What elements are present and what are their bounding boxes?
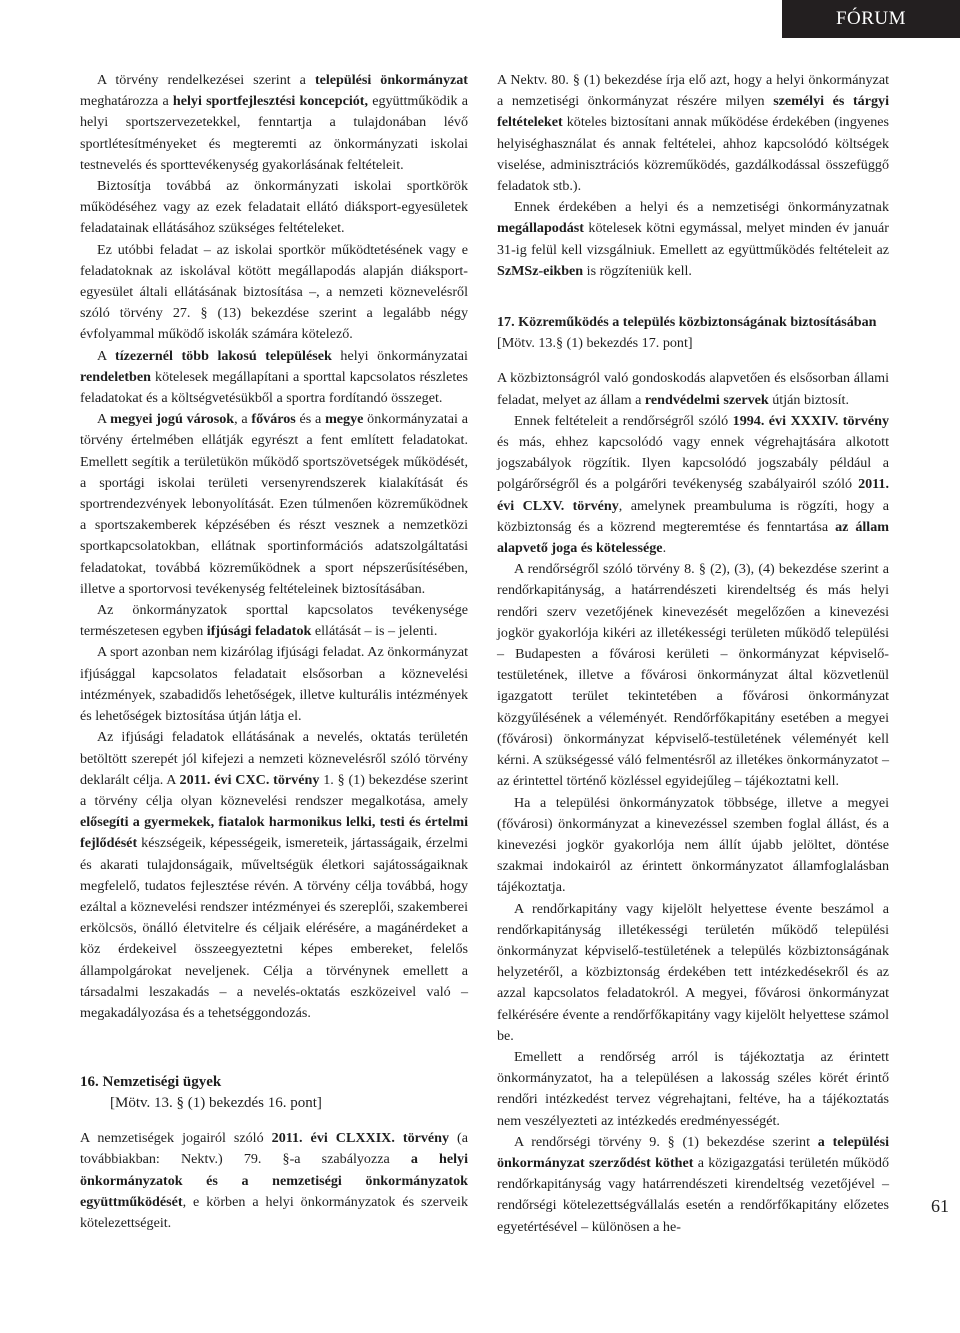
text: helyi önkormányzatai	[331, 347, 468, 364]
paragraph	[497, 899, 889, 1047]
paragraph	[80, 346, 468, 410]
bold-text: megye	[325, 411, 364, 428]
paragraph	[80, 176, 468, 240]
text: A rendőrkapitány vagy kijelölt helyettese évente beszámol a rendőrkapitányság illetékességi területén működő települési önkormányzat képviselő-testületének a település közbiztonságának helyzetéről, a közbiztonság érdekében tett intézkedésekről és az azzal kapcsolatos feladatokról. A megyei, fővárosi önkormányzat felkérésére évente a rendőrfőkapitány vagy kijelölt helyettese számol be.	[497, 900, 889, 1044]
text: készségeik, képességeik, ismereteik, jártasságaik, érzelmi és akarati tulajdonságaik, műveltségük életkori sajátosságaiknak megfelelő, tudatos fejlesztése révén. A törvény célja továbbá, hogy ezáltal a köznevelési rendszer intézményei és szereplői, szakemberei erkölcsös, önálló életvitelre és céljaik elérésére, a magánérdeket a köz érdekeivel összeegyeztetni képes embereket, felelős állampolgárokat neveljenek. Célja a törvénynek emellett a társadalmi leszakadás – a nevelés-oktatás eszközeivel való – megakadályozása és a tehetséggondozás.	[80, 835, 468, 1021]
text: a közigazgatási területén működő rendőrkapitányság vagy határrendészeti kirendeltség vezetőjével – rendőrségi kötelezettségvállalás esetén a rendőrfőkapitány előzetes egyetértésével – különösen a he-	[497, 1154, 889, 1235]
text: köteles biztosítani annak működése érdekében (ingyenes helyiséghasználat és annak feltételei, ahhoz kapcsolódó költségek viselése, adminisztrációs közreműködés, gazdálkodással összefüggő feladatok stb.).	[497, 114, 889, 195]
paragraph	[80, 409, 468, 600]
text: Ennek érdekében a helyi és a nemzetiségi önkormányzatnak	[514, 199, 889, 216]
text: 1. § (1) bekezdése szerint a törvény célja olyan köznevelési rendszer megalkotása, amely	[80, 771, 468, 809]
bold-text: az állam alapvető joga és kötelessége	[497, 518, 889, 557]
text: és a	[295, 411, 326, 428]
text: (a továbbiakban: Nektv.) 79. §-a szabályozza	[80, 1130, 468, 1168]
text: Ez utóbbi feladat – az iskolai sportkör működtetésének vagy e feladatoknak az iskolával kötött megállapodás alapján diáksport-egyesület általi ellátásának biztosítása –, a nemzeti köznevelésről szóló törvény 27. § (13) bekezdése szerint a legalább négy évfolyammal működő iskolák számára kötelező.	[80, 241, 468, 343]
bold-text: megállapodást	[497, 220, 584, 237]
bold-text: megyei jogú városok	[110, 411, 235, 428]
bold-text: a települési önkormányzat szerződést köthet	[497, 1133, 889, 1171]
bold-text: 2011. évi CLXXIX. törvény	[271, 1130, 450, 1147]
section-heading-16-title: 16. Nemzetiségi ügyek	[80, 1074, 222, 1091]
text: útján biztosít.	[768, 391, 849, 408]
bold-text: személyi és tárgyi feltételeket	[497, 93, 889, 131]
text: , a	[234, 411, 252, 428]
right-column	[497, 70, 889, 1238]
text: együttműködik a helyi sportszervezetekkel, fenntartja a tulajdonában lévő sportlétesítményeket és megteremti az önkormányzati iskolai testnevelés és sporttevékenység gyakorlásának feltételeit.	[80, 93, 468, 173]
text: önkormányzatai a törvény értelmében ellátják egyrészt a fent említett feladatokat. Emellett segítik a területükön működő sportszövetségek működését, a sportági iskolai területi versenyrendszerek kialakítását és sportrendezvények lebonyolítását. Ezen túlmenően közreműködnek a sportszakemberek képzésében és részt vesznek a nemzetközi sportkapcsolatokban, ellátnak sportinformációs adatszolgáltatási feladatokat, továbbá közreműködnek a sport népszerűsítésében, illetve a sportorvosi tevékenység feltételeinek biztosításában.	[80, 411, 468, 597]
text: , e körben a helyi önkormányzatok és szerveik kötelezettségeit.	[80, 1193, 468, 1231]
text: kötelesek megállapítani a sporttal kapcsolatos részletes feladatokat és a költségvetésükből a sportra fordítandó összeget.	[80, 368, 468, 407]
section-heading-16	[80, 1072, 468, 1093]
paragraph	[80, 600, 468, 642]
text: , amelynek preambuluma is rögzíti, hogy a közbiztonság és a közrend megteremtése és fenntartása	[497, 497, 889, 535]
text: Ha a települési önkormányzatok többsége, illetve a megyei (fővárosi) önkormányzat a kinevezéssel szemben foglal állást, és a kinevezési jogkör gyakorlója nem állít újabb jelöltet, döntése szakmai indokairól az érintett önkormányzatot államfoglalásban tájékoztatja.	[497, 794, 889, 896]
text: és más, ehhez kapcsolódó vagy ennek végrehajtására alkotott jogszabályok rögzítik. Ilyen kapcsolódó jogszabály például a polgárőrségről és a polgárőri tevékenység szabályairól szóló	[497, 434, 889, 493]
bold-text: 2011. évi CXC. törvény	[179, 771, 320, 788]
text: Az ifjúsági feladatok ellátásának a nevelés, oktatás területén betöltött szerepét jól kifejezi a nemzeti köznevelésről szóló törvény deklarált célja. A	[80, 729, 468, 788]
bold-text: főváros	[251, 411, 296, 428]
paragraph	[497, 368, 889, 410]
bold-text: 2011. évi CLXV. törvény	[497, 476, 889, 514]
text: Emellett a rendőrség arról is tájékoztatja az érintett önkormányzatot, ha a településen a lakosság széles körét érintő rendőri intézkedést tervez végrehajtani, feltéve, ha a tájékoztatás nem veszélyezteti az intézkedés eredményességét.	[497, 1048, 889, 1129]
bold-text: helyi sportfejlesztési koncepciót,	[172, 93, 368, 110]
section-tag	[782, 0, 960, 38]
text: A rendőrségről szóló törvény 8. § (2), (3), (4) bekezdése szerint a rendőrkapitányság, a határrendészeti kirendeltség és más helyi rendőri szerv vezetőjének kinevezését megelőzően a kinevezési jogkör gyakorlója kikéri az illetékességi területen működő települési – Budapesten a fővárosi kerületi – önkormányzat képviselő-testületének, illetve a fővárosi önkormányzat által közvetlenül igazgatott terület tekintetében a fővárosi önkormányzat közgyűlésének a véleményét. Rendőrfőkapitány esetében a megyei (fővárosi) önkormányzat képviselő-testületének véleményét kell kérni. A szükségessé váló felmentésről az illetékes önkormányzatot – az érintettel történő közléssel egyidejűleg – tájékoztatni kell.	[497, 561, 889, 790]
bold-text: tízezernél több lakosú települések	[115, 347, 332, 364]
bold-text: ifjúsági feladatok	[206, 623, 312, 640]
text: kötelesek kötni egymással, melyet minden év január 31-ig felül kell vizsgálniuk. Emellett az együttműködés feltételeit az	[497, 220, 889, 258]
text: is rögzíteniük kell.	[583, 262, 692, 279]
text: Az önkormányzatok sporttal kapcsolatos tevékenysége természetesen egyben	[80, 602, 468, 640]
text: meghatározza a	[80, 93, 173, 110]
section-tag-label: FÓRUM	[835, 8, 907, 29]
bold-text: elősegíti a gyermekek, fiatalok harmonikus lelki, testi és értelmi fejlődését	[80, 814, 468, 852]
text: Biztosítja továbbá az önkormányzati iskolai sportkörök működéséhez vagy az ezek feladatait ellátó diáksport-egyesületek feladatainak ellátásához szükséges feltételeket.	[80, 178, 468, 237]
bold-text: 1994. évi XXXIV. törvény	[732, 412, 889, 429]
section-heading-16-ref: [Mötv. 13. § (1) bekezdés 16. pont]	[110, 1095, 322, 1112]
paragraph	[497, 793, 889, 899]
section-heading-17-ref: [Mötv. 13.§ (1) bekezdés 17. pont]	[497, 335, 693, 352]
text: A	[97, 411, 111, 428]
paragraph	[80, 240, 468, 346]
bold-text: rendeletben	[80, 368, 151, 385]
text: A rendőrségi törvény 9. § (1) bekezdése szerint	[514, 1133, 818, 1150]
text: ellátását – is – jelenti.	[311, 623, 438, 640]
paragraph	[497, 1132, 889, 1238]
text: .	[662, 540, 667, 557]
paragraph	[80, 727, 468, 1024]
paragraph	[497, 559, 889, 792]
section-heading-17	[497, 312, 889, 354]
paragraph	[497, 411, 889, 559]
paragraph	[497, 1047, 889, 1132]
text: Ennek feltételeit a rendőrségről szóló	[514, 412, 733, 429]
text: A nemzetiségek jogairól szóló	[80, 1130, 272, 1147]
text: A Nektv. 80. § (1) bekezdése írja elő azt, hogy a helyi önkormányzat a nemzetiségi önkormányzat részére milyen	[497, 72, 889, 110]
left-column	[80, 70, 468, 1234]
paragraph	[497, 197, 889, 282]
bold-text: rendvédelmi szervek	[644, 391, 769, 408]
text: A törvény rendelkezései szerint a	[97, 72, 315, 88]
paragraph	[80, 642, 468, 727]
paragraph	[80, 1128, 468, 1234]
paragraph	[80, 70, 468, 176]
text: A	[97, 347, 115, 364]
bold-text: a helyi önkormányzatok és a nemzetiségi önkormányzatok együttműködését	[80, 1151, 468, 1210]
text: A sport azonban nem kizárólag ifjúsági feladat. Az önkormányzat ifjúsággal kapcsolatos feladatait elsősorban a köznevelési intézmények, szabadidős lehetőségek, illetve kulturális intézmények és lehetőségek biztosítása útján látja el.	[80, 644, 468, 725]
paragraph	[497, 70, 889, 197]
page-number: 61	[931, 1196, 949, 1216]
bold-text: SzMSz-eikben	[497, 262, 584, 279]
section-heading-17-title: 17. Közreműködés a település közbiztonságának biztosításában	[497, 314, 877, 331]
text: A közbiztonságról való gondoskodás alapvetően és elsősorban állami feladat, melyet az állam a	[497, 370, 889, 408]
bold-text: települési önkormányzat	[314, 72, 468, 88]
